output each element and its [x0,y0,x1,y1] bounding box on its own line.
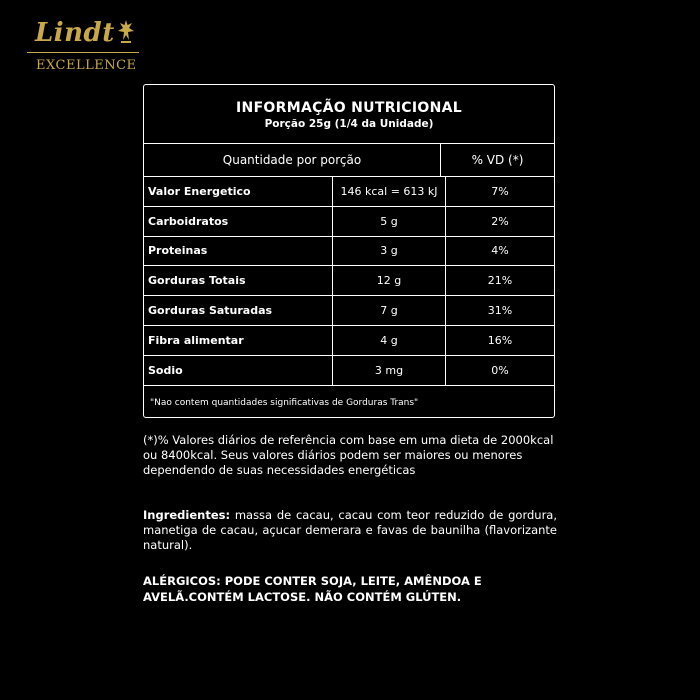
table-row [144,326,554,356]
trans-fat-footnote: "Nao contem quantidades significativas de Gorduras Trans" [150,397,419,408]
nutrient-amount: 146 kcal = 613 kJ [332,177,445,206]
table-row [144,237,554,267]
brand-name: Lindt [35,18,115,48]
nutrient-name: Fibra alimentar [148,333,244,347]
nutrient-name: Proteinas [148,244,208,258]
nutrient-amount: 4 g [332,326,445,355]
column-header-vd: % VD (*) [440,144,554,176]
table-row [144,207,554,237]
nutrient-name: Sodio [148,363,183,377]
nutrition-header [144,85,554,144]
daily-values-note: (*)% Valores diários de referência com base em uma dieta de 2000kcal ou 8400kcal. Seus valores diários podem ser maiores ou menores dependendo de suas necessidades energéticas [143,433,554,477]
nutrient-vd: 2% [445,207,554,236]
table-row [144,296,554,326]
table-row [144,266,554,296]
brand-line: EXCELLENCE [36,58,137,73]
nutrient-vd: 21% [445,266,554,295]
nutrient-amount: 7 g [332,296,445,325]
nutrition-title: INFORMAÇÃO NUTRICIONAL [236,100,462,116]
nutrient-amount: 3 g [332,237,445,266]
allergens-notice: ALÉRGICOS: PODE CONTER SOJA, LEITE, AMÊNDOA E AVELÃ.CONTÉM LACTOSE. NÃO CONTÉM GLÚTEN. [143,574,482,604]
brand-logo [27,14,139,78]
nutrient-amount: 5 g [332,207,445,236]
nutrient-amount: 12 g [332,266,445,295]
ingredients-label: Ingredientes: [143,508,231,522]
table-row [144,356,554,386]
nutrient-vd: 31% [445,296,554,325]
nutrition-portion: Porção 25g (1/4 da Unidade) [264,118,434,130]
nutrition-table [143,84,555,418]
nutrient-amount: 3 mg [332,356,445,385]
nutrient-vd: 7% [445,177,554,206]
table-row [144,177,554,207]
column-header-row [144,144,554,177]
nutrient-vd: 16% [445,326,554,355]
nutrient-name: Gorduras Totais [148,274,246,288]
nutrient-name: Valor Energetico [148,184,251,198]
ingredients-section [143,508,557,553]
bunny-emblem-icon [115,18,137,46]
nutrient-vd: 4% [445,237,554,266]
nutrient-vd: 0% [445,356,554,385]
nutrient-name: Gorduras Saturadas [148,304,273,318]
ingredients-text: massa de cacau, cacau com teor reduzido de gordura, manetiga de cacau, açucar demerara e favas de baunilha (flavorizante natural). [143,508,557,552]
column-header-quantity: Quantidade por porção [222,153,362,167]
nutrient-name: Carboidratos [148,214,229,228]
logo-divider [27,52,139,53]
